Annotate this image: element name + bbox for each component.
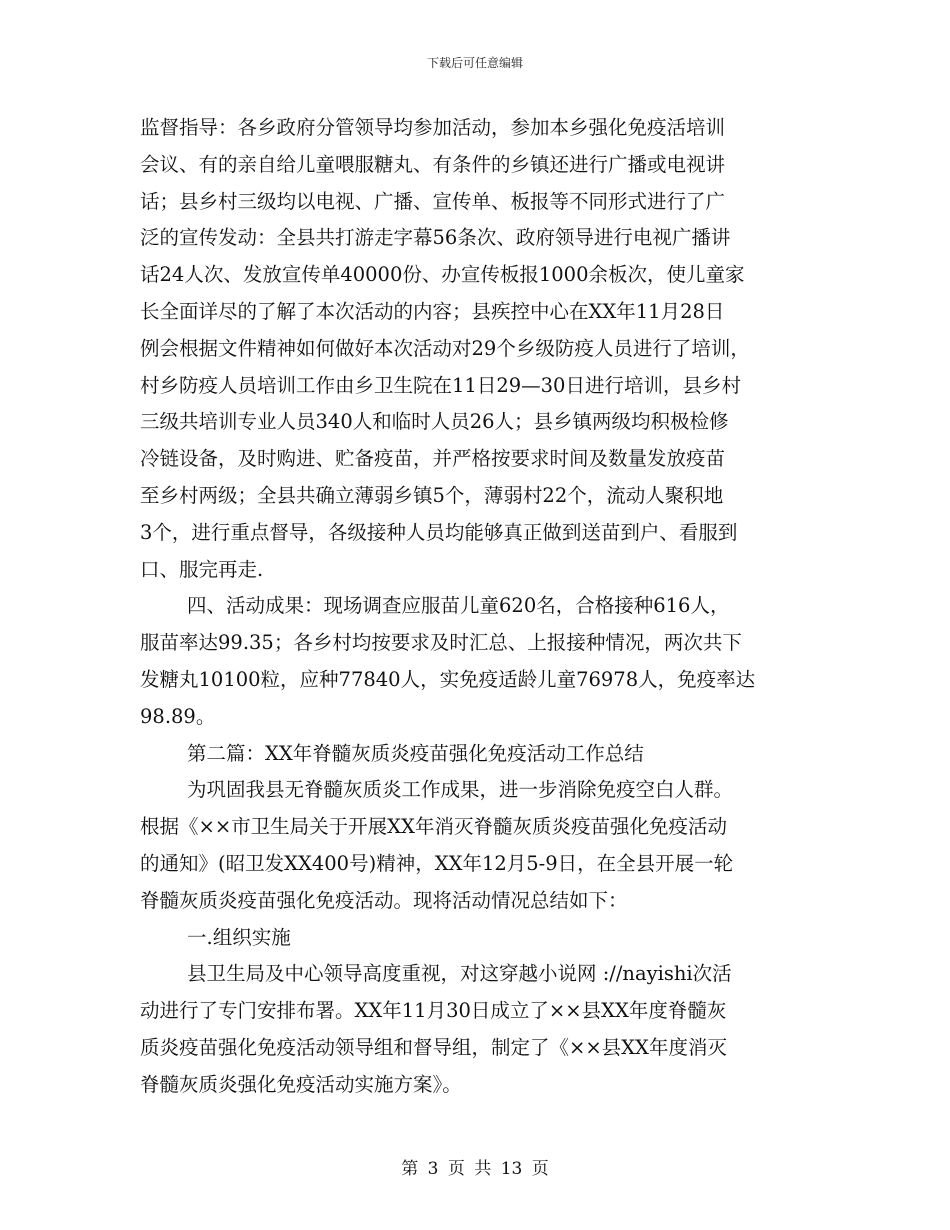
text-line: 泛的宣传发动：全县共打游走字幕56条次、政府领导进行电视广播讲 xyxy=(140,226,731,250)
text-line: 3个，进行重点督导，各级接种人员均能够真正做到送苗到户、看服到 xyxy=(140,520,738,544)
text-line: 话；县乡村三级均以电视、广播、宣传单、板报等不同形式进行了广 xyxy=(140,189,726,213)
text-line: 会议、有的亲自给儿童喂服糖丸、有条件的乡镇还进行广播或电视讲 xyxy=(140,152,726,176)
text-line: 监督指导：各乡政府分管领导均参加活动，参加本乡强化免疫活培训 xyxy=(140,116,726,139)
text-line: 一.组织实施 xyxy=(187,925,291,949)
text-line: 四、活动成果：现场调查应服苗儿童620名，合格接种616人， xyxy=(187,594,730,618)
text-line: 三级共培训专业人员340人和临时人员26人；县乡镇两级均积极检修 xyxy=(140,410,729,434)
text-line: 长全面详尽的了解了本次活动的内容；县疾控中心在XX年11月28日 xyxy=(140,299,725,323)
text-line: 脊髓灰质炎强化免疫活动实施方案》。 xyxy=(140,1072,462,1096)
text-line: 发糖丸10100粒，应种77840人，实免疫适龄儿童76978人，免疫率达 xyxy=(140,667,756,691)
text-line: 服苗率达99.35；各乡村均按要求及时汇总、上报接种情况，两次共下 xyxy=(140,631,742,655)
text-line: 为巩固我县无脊髓灰质炎工作成果，进一步消除免疫空白人群。 xyxy=(187,778,734,802)
text-line: 话24人次、发放宣传单40000份、办宣传板报1000余板次，使儿童家 xyxy=(140,263,745,287)
text-line: 第二篇：XX年脊髓灰质炎疫苗强化免疫活动工作总结 xyxy=(187,741,644,765)
text-line: 村乡防疫人员培训工作由乡卫生院在11日29—30日进行培训，县乡村 xyxy=(140,373,741,397)
text-line: 例会根据文件精神如何做好本次活动对29个乡级防疫人员进行了培训， xyxy=(140,336,750,360)
header-note: 下载后可任意编辑 xyxy=(426,56,523,70)
text-line: 口、服完再走. xyxy=(140,557,264,581)
document-body xyxy=(140,110,820,1104)
text-line: 县卫生局及中心领导高度重视，对这穿越小说网 ://nayishi次活 xyxy=(187,962,732,986)
page-number: 第 3 页 共 13 页 xyxy=(401,1159,549,1179)
text-line: 动进行了专门安排布署。XX年11月30日成立了××县XX年度脊髓灰 xyxy=(140,999,727,1023)
text-line: 98.89。 xyxy=(140,704,216,728)
text-line: 至乡村两级；全县共确立薄弱乡镇5个，薄弱村22个，流动人聚积地 xyxy=(140,483,724,507)
text-line: 质炎疫苗强化免疫活动领导组和督导组，制定了《××县XX年度消灭 xyxy=(140,1035,727,1059)
text-line: 的通知》(昭卫发XX400号)精神，XX年12月5-9日，在全县开展一轮 xyxy=(140,851,734,875)
text-line: 冷链设备，及时购进、贮备疫苗，并严格按要求时间及数量发放疫苗 xyxy=(140,447,726,471)
text-line: 根据《××市卫生局关于开展XX年消灭脊髓灰质炎疫苗强化免疫活动 xyxy=(140,815,727,839)
text-line: 脊髓灰质炎疫苗强化免疫活动。现将活动情况总结如下： xyxy=(140,888,628,912)
